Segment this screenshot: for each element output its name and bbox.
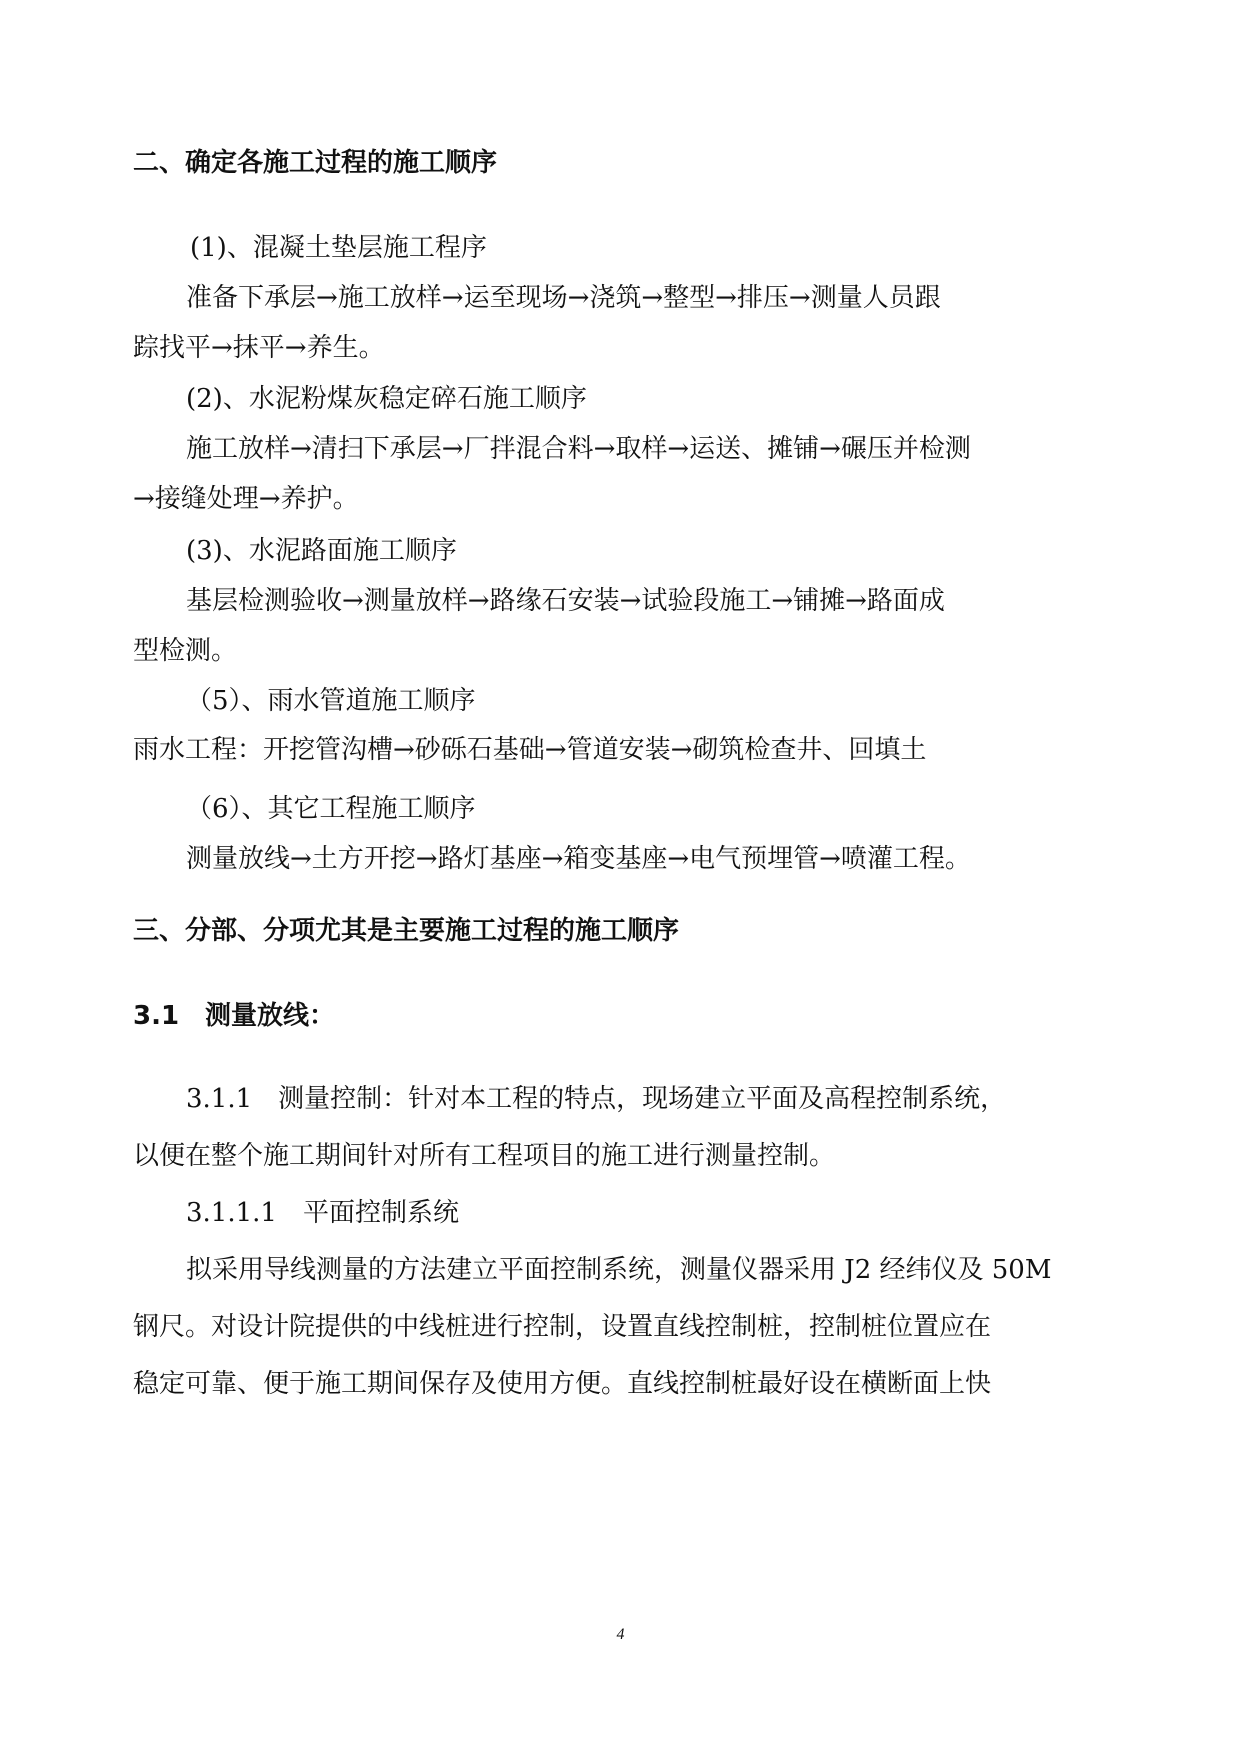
item-text-line: 型检测。 <box>133 636 238 666</box>
item-text-line: 踪找平→抹平→养生。 <box>133 333 385 363</box>
paragraph-line: 3.1.1.1 平面控制系统 <box>186 1198 459 1228</box>
paragraph-line: 以便在整个施工期间针对所有工程项目的施工进行测量控制。 <box>133 1141 836 1171</box>
item-text-line: →接缝处理→养护。 <box>133 484 359 514</box>
item-text-line: 准备下承层→施工放样→运至现场→浇筑→整型→排压→测量人员跟 <box>186 283 941 313</box>
paragraph-line: 3.1.1 测量控制：针对本工程的特点，现场建立平面及高程控制系统， <box>186 1084 1007 1114</box>
item-title: (2)、水泥粉煤灰稳定碎石施工顺序 <box>186 384 587 414</box>
item-text-line: 基层检测验收→测量放样→路缘石安装→试验段施工→铺摊→路面成 <box>186 586 945 616</box>
paragraph-line: 钢尺。对设计院提供的中线桩进行控制，设置直线控制桩，控制桩位置应在 <box>133 1312 992 1342</box>
item-text-line: 测量放线→土方开挖→路灯基座→箱变基座→电气预埋管→喷灌工程。 <box>186 844 971 874</box>
item-text-line: 雨水工程：开挖管沟槽→砂砾石基础→管道安装→砌筑检查井、回填土 <box>133 735 927 765</box>
paragraph-line: 稳定可靠、便于施工期间保存及使用方便。直线控制桩最好设在横断面上快 <box>133 1369 992 1399</box>
item-title: （5）、雨水管道施工顺序 <box>186 686 476 716</box>
item-title: （6）、其它工程施工顺序 <box>186 794 476 824</box>
section-heading: 三、分部、分项尤其是主要施工过程的施工顺序 <box>133 916 680 946</box>
sub-heading: 3.1 测量放线： <box>133 1001 336 1031</box>
section-heading: 二、确定各施工过程的施工顺序 <box>133 148 498 178</box>
page-number: 4 <box>616 1626 625 1643</box>
item-title: (3)、水泥路面施工顺序 <box>186 536 457 566</box>
item-text-line: 施工放样→清扫下承层→厂拌混合料→取样→运送、摊铺→碾压并检测 <box>186 434 971 464</box>
item-title: (1)、混凝土垫层施工程序 <box>190 233 487 263</box>
paragraph-line: 拟采用导线测量的方法建立平面控制系统，测量仪器采用 J2 经纬仪及 50M <box>186 1255 1052 1285</box>
